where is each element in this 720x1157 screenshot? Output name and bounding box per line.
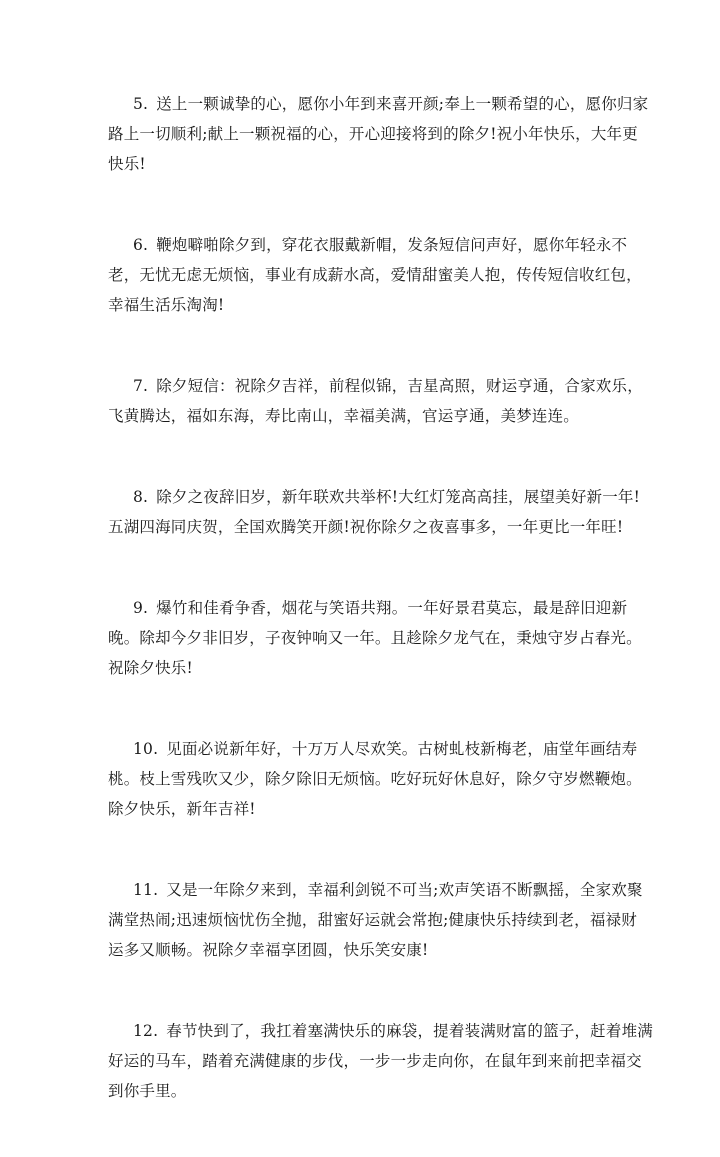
entry-number: 10. — [133, 740, 159, 758]
entry-number: 8. — [133, 488, 149, 506]
greeting-entry — [108, 371, 643, 431]
entry-number: 7. — [133, 377, 149, 395]
entry-number: 11. — [133, 881, 159, 899]
entry-line: 到你手里。 — [108, 1082, 187, 1100]
entry-number: 5. — [133, 95, 149, 113]
greeting-entry — [108, 1016, 653, 1106]
entry-first-line — [108, 734, 638, 764]
entry-first-line — [108, 875, 643, 905]
greeting-entry — [108, 875, 643, 965]
entry-first-line — [108, 1016, 653, 1046]
entry-text: 爆竹和佳肴争香，烟花与笑语共翔。一年好景君莫忘，最是辞旧迎新 — [156, 599, 628, 617]
entry-first-line — [108, 89, 649, 119]
entry-line: 祝除夕快乐! — [108, 659, 193, 677]
entry-number: 9. — [133, 599, 149, 617]
entry-line: 幸福生活乐淘淘! — [108, 296, 225, 314]
entry-number: 6. — [133, 236, 149, 254]
entry-line: 飞黄腾达，福如东海，寿比南山，幸福美满，官运亨通，美梦连连。 — [108, 407, 580, 425]
entry-line: 路上一切顺利;献上一颗祝福的心，开心迎接将到的除夕!祝小年快乐，大年更 — [108, 125, 638, 143]
greeting-entry — [108, 230, 642, 320]
entry-line: 运多又顺畅。祝除夕幸福享团圆，快乐笑安康! — [108, 941, 429, 959]
greeting-entry — [108, 734, 642, 824]
entry-first-line — [108, 482, 641, 512]
entry-line: 晚。除却今夕非旧岁，子夜钟响又一年。且趁除夕龙气在，秉烛守岁占春光。 — [108, 629, 642, 647]
entry-line: 好运的马车，踏着充满健康的步伐，一步一步走向你，在鼠年到来前把幸福交 — [108, 1052, 642, 1070]
greeting-entry — [108, 89, 649, 179]
entry-line: 满堂热闹;迅速烦恼忧伤全抛，甜蜜好运就会常抱;健康快乐持续到老，福禄财 — [108, 911, 637, 929]
entry-line: 除夕快乐，新年吉祥! — [108, 800, 256, 818]
greeting-list — [108, 89, 653, 1157]
entry-text: 春节快到了，我扛着塞满快乐的麻袋，提着装满财富的篮子，赶着堆满 — [166, 1022, 653, 1040]
entry-line: 桃。枝上雪残吹又少，除夕除旧无烦恼。吃好玩好休息好，除夕守岁燃鞭炮。 — [108, 770, 642, 788]
entry-first-line — [108, 371, 643, 401]
entry-text: 除夕短信：祝除夕吉祥，前程似锦，吉星高照，财运亨通，合家欢乐， — [156, 377, 643, 395]
entry-text: 送上一颗诚挚的心，愿你小年到来喜开颜;奉上一颗希望的心，愿你归家 — [156, 95, 649, 113]
entry-text: 见面必说新年好，十万万人尽欢笑。古树虬枝新梅老，庙堂年画结寿 — [166, 740, 638, 758]
entry-text: 除夕之夜辞旧岁，新年联欢共举杯!大红灯笼高高挂，展望美好新一年! — [156, 488, 641, 506]
entry-line: 快乐! — [108, 155, 146, 173]
greeting-entry — [108, 593, 642, 683]
greeting-entry — [108, 482, 641, 542]
entry-number: 12. — [133, 1022, 159, 1040]
entry-first-line — [108, 593, 628, 623]
entry-line: 五湖四海同庆贺，全国欢腾笑开颜!祝你除夕之夜喜事多，一年更比一年旺! — [108, 518, 624, 536]
entry-text: 又是一年除夕来到，幸福利剑锐不可当;欢声笑语不断飘摇，全家欢聚 — [166, 881, 643, 899]
entry-first-line — [108, 230, 628, 260]
entry-text: 鞭炮噼啪除夕到，穿花衣服戴新帽，发条短信问声好，愿你年轻永不 — [156, 236, 628, 254]
entry-line: 老，无忧无虑无烦恼，事业有成薪水高，爱情甜蜜美人抱，传传短信收红包， — [108, 266, 642, 284]
